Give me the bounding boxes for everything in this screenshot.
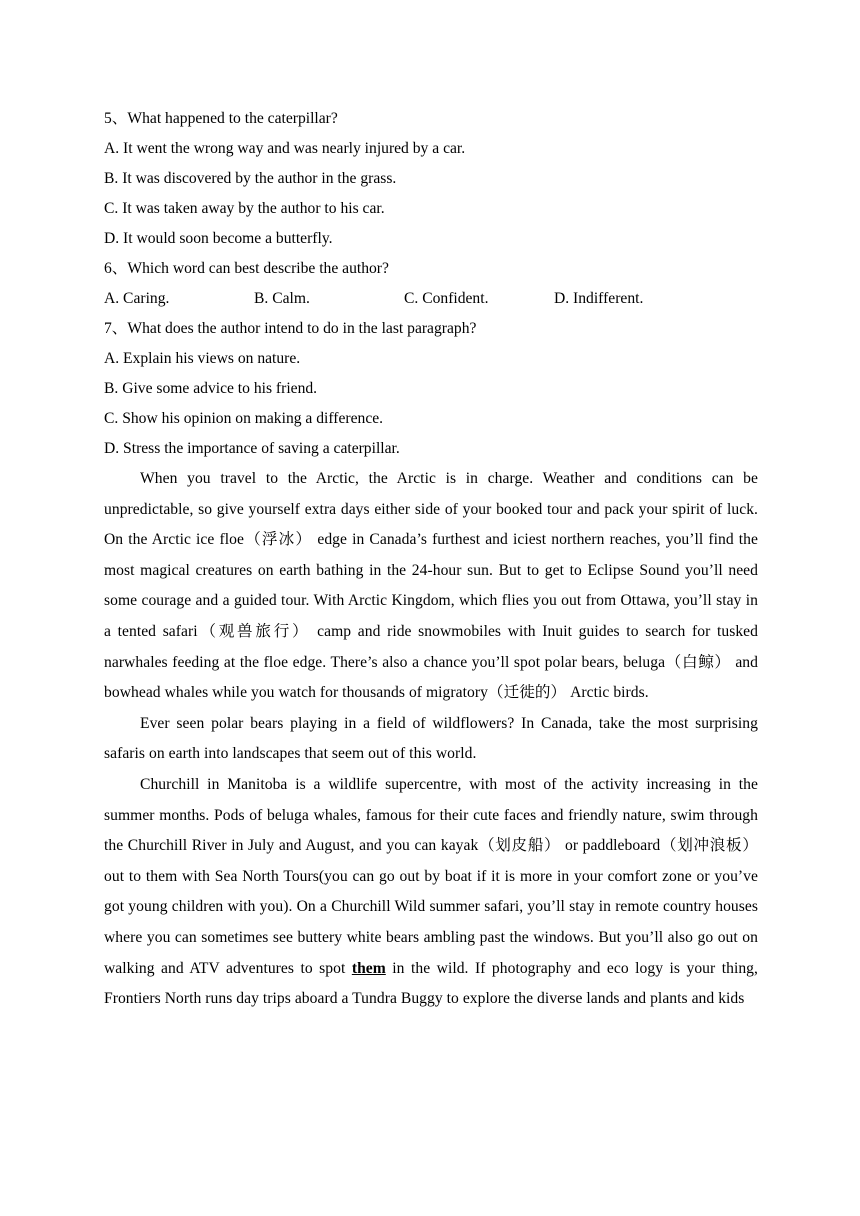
option-b: B. Give some advice to his friend. (104, 380, 318, 397)
question-5 (104, 104, 758, 254)
paragraph-text: in the wild. If photography and eco logy is your thing, Frontiers North runs day trips aboard a Tundra Buggy to explore the diverse lands and plants and kids (104, 959, 758, 1008)
option-d: D. It would soon become a butterfly. (104, 230, 333, 247)
option-a: A. Caring. (104, 290, 170, 307)
question-stem: 5、What happened to the caterpillar? (104, 110, 338, 127)
option-c: C. Show his opinion on making a difference. (104, 410, 384, 427)
option-b: B. It was discovered by the author in the grass. (104, 170, 397, 187)
paragraph-arctic: When you travel to the Arctic, the Arctic is in charge. Weather and conditions can be unpredictable, so give yourself extra days either side of your booked tour and pack your spirit of luck. On the Arctic ice floe（浮冰） edge in Canada’s furthest and iciest northern reaches, you’ll find the most magical creatures on earth bathing in the 24-hour sun. But to get to Eclipse Sound you’ll need some courage and a guided tour. With Arctic Kingdom, which flies you out from Ottawa, you’ll stay in a tented safari（观兽旅行） camp and ride snowmobiles with Inuit guides to search for tusked narwhales feeding at the floe edge. There’s also a chance you’ll spot polar bears, beluga（白鲸） and bowhead whales while you watch for thousands of migratory（迁徙的） Arctic birds. (104, 470, 758, 702)
question-6 (104, 254, 758, 314)
option-b: B. Calm. (254, 290, 310, 307)
underlined-word: them (351, 959, 386, 977)
question-7 (104, 314, 758, 464)
question-stem: 6、Which word can best describe the author? (104, 260, 389, 277)
option-d: D. Indifferent. (554, 290, 644, 307)
document-page (104, 104, 758, 1015)
option-c: C. It was taken away by the author to his car. (104, 200, 385, 217)
option-a: A. Explain his views on nature. (104, 350, 301, 367)
paragraph-text: Churchill in Manitoba is a wildlife supercentre, with most of the activity increasing in the summer months. Pods of beluga whales, famous for their cute faces and friendly nature, swim through the Churchill River in July and August, and you can kayak（划皮船） or paddleboard（划冲浪板） out to them with Sea North Tours(you can go out by boat if it is more in your comfort zone or you’ve got young children with you). On a Churchill Wild summer safari, you’ll stay in remote country houses where you can sometimes see buttery white bears ambling past the windows. But you’ll also go out on walking and ATV adventures to spot (104, 775, 758, 977)
question-stem: 7、What does the author intend to do in the last paragraph? (104, 320, 477, 337)
option-c: C. Confident. (404, 290, 489, 307)
option-a: A. It went the wrong way and was nearly injured by a car. (104, 140, 466, 157)
options-row (104, 284, 758, 314)
option-d: D. Stress the importance of saving a caterpillar. (104, 440, 400, 457)
paragraph-polar-bears: Ever seen polar bears playing in a field of wildflowers? In Canada, take the most surprising safaris on earth into landscapes that seem out of this world. (104, 714, 758, 763)
paragraph-churchill (104, 770, 758, 1015)
